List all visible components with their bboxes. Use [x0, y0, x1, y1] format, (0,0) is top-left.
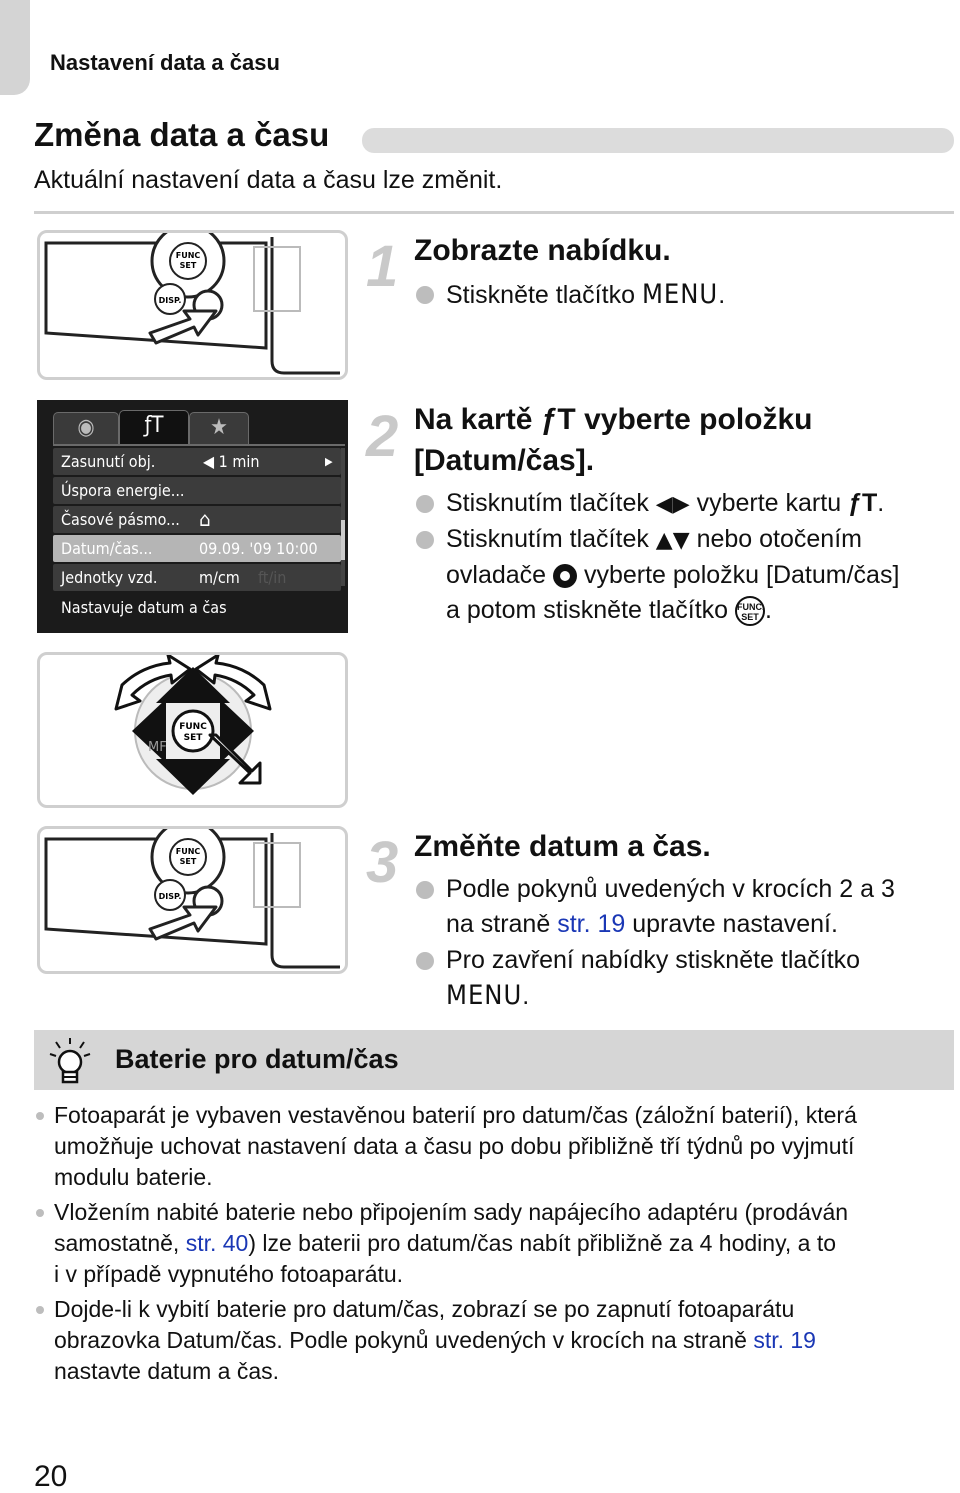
lcd-tab-rule — [53, 444, 345, 446]
page-link-19[interactable]: str. 19 — [557, 910, 626, 938]
lcd-tab-camera-icon: ◉ — [53, 412, 119, 444]
step-3-bullet-2: Pro zavření nabídky stiskněte tlačítko MENU. — [416, 943, 860, 1014]
wrench-tab-icon: ƒT — [540, 403, 576, 436]
wrench-tab-icon: ƒT — [848, 489, 878, 517]
step-2-number: 2 — [366, 404, 399, 469]
step-3-heading: Změňte datum a čas. — [414, 830, 711, 863]
tip-title: Baterie pro datum/čas — [115, 1044, 399, 1074]
lightbulb-icon — [48, 1036, 92, 1093]
menu-key-label: MENU — [641, 279, 719, 310]
step-3-bullet-1: Podle pokynů uvedených v krocích 2 a 3 na straně str. 19 upravte nastavení. — [416, 872, 895, 942]
step-1-number: 1 — [366, 234, 399, 299]
title-bar-decoration — [362, 128, 954, 153]
lcd-settings-menu — [37, 400, 348, 633]
step-3-number: 3 — [366, 830, 399, 895]
step-2-bullet-1: Stisknutím tlačítek ◀▶ vyberte kartu ƒT. — [416, 486, 884, 522]
home-icon: ⌂ — [199, 507, 211, 531]
func-set-button-icon: FUNC. SET — [735, 596, 765, 626]
disp-label-2: DISP. — [158, 892, 182, 901]
section-intro: Aktuální nastavení data a času lze změnit. — [34, 166, 503, 194]
lcd-row-retract: Zasunutí obj. ◀ 1 min ▶ — [53, 448, 341, 475]
running-head: Nastavení data a času — [50, 50, 280, 75]
side-tab-marker — [0, 0, 30, 95]
lcd-row-date-time: Datum/čas... 09.09. '09 10:00 — [53, 535, 341, 562]
control-dial-illustration — [37, 652, 348, 808]
bullet-dot — [416, 495, 434, 513]
page-link-19-tip[interactable]: str. 19 — [753, 1327, 816, 1353]
lcd-row-time-zone: Časové pásmo... ⌂ — [53, 506, 341, 533]
tip-item-2: Vložením nabité baterie nebo připojením sady napájecího adaptéru (prodáván samostatně, str. 40) lze baterii pro datum/čas nabít přibližně za 4 hodiny, a to i v případě vypnutého fotoaparátu. — [54, 1197, 954, 1290]
step-2-bullet-2: Stisknutím tlačítek ▲▼ nebo otočením ovladače vyberte položku [Datum/čas] a potom stiskněte tlačítko FUNC. SET . — [416, 522, 899, 628]
bullet-dot — [416, 881, 434, 899]
divider — [34, 211, 954, 214]
camera-back-menu-illustration-2 — [37, 826, 348, 974]
lcd-row-distance-units: Jednotky vzd. m/cm ft/in — [53, 564, 341, 591]
tip-item-1: Fotoaparát je vybaven vestavěnou baterií pro datum/čas (záložní baterií), která umožňuje uchovat nastavení data a času po dobu přibližně tří týdnů po vyjmutí modulu baterie. — [54, 1100, 954, 1193]
dial-func-label-top: FUNC — [179, 722, 207, 732]
bullet-dot — [416, 531, 434, 549]
up-down-arrows-icon: ▲▼ — [655, 528, 690, 553]
step-1-heading: Zobrazte nabídku. — [414, 234, 671, 267]
disp-label: DISP. — [158, 296, 182, 305]
bullet-dot — [416, 952, 434, 970]
tip-item-3: Dojde-li k vybití baterie pro datum/čas, zobrazí se po zapnutí fotoaparátu obrazovka Datum/čas. Podle pokynů uvedených v krocích na straně str. 19 nastavte datum a čas. — [54, 1294, 954, 1387]
bullet-dot — [416, 286, 434, 304]
func-label-top-2: FUNC — [175, 847, 201, 856]
step-1-bullet-1: Stiskněte tlačítko MENU. — [416, 277, 725, 313]
section-title: Změna data a času — [34, 116, 330, 153]
func-label-bottom-2: SET — [179, 857, 197, 866]
step-2-heading: Na kartě ƒT vyberte položku [Datum/čas]. — [414, 403, 813, 477]
lcd-hint: Nastavuje datum a čas — [61, 598, 227, 617]
func-label-top: FUNC — [175, 251, 201, 260]
lcd-row-power-saving: Úspora energie... — [53, 477, 341, 504]
page-number: 20 — [34, 1460, 68, 1493]
func-label-bottom: SET — [179, 261, 197, 270]
lcd-tab-star-icon: ★ — [189, 412, 249, 444]
left-right-arrows-icon: ◀▶ — [655, 492, 690, 517]
camera-back-menu-illustration — [37, 230, 348, 380]
dial-func-label-bottom: SET — [183, 733, 203, 743]
control-dial-icon — [553, 564, 577, 588]
menu-key-label: MENU — [446, 980, 523, 1011]
lcd-scrollbar — [341, 448, 345, 586]
page-link-40[interactable]: str. 40 — [185, 1230, 249, 1256]
dial-mf-label: MF — [148, 740, 167, 755]
lcd-tab-wrench-icon: ƒT — [119, 410, 189, 444]
